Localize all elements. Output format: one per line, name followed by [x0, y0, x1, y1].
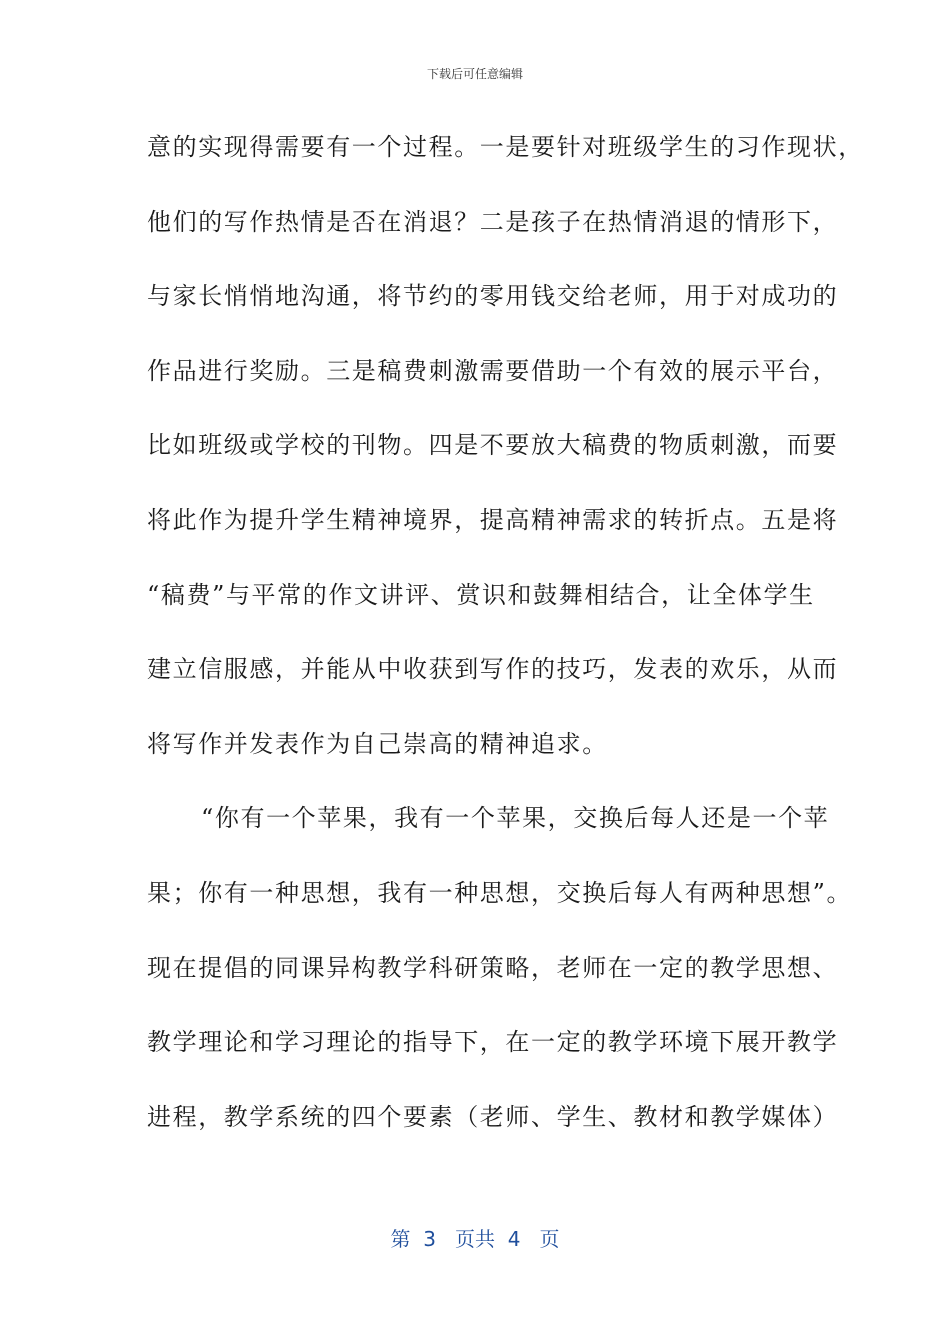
text-line: 意的实现得需要有一个过程。一是要针对班级学生的习作现状， [147, 133, 864, 161]
text-line: 进程，教学系统的四个要素（老师、学生、教材和教学媒体） [147, 1102, 839, 1131]
document-body [147, 125, 864, 1169]
text-line: 比如班级或学校的刊物。四是不要放大稿费的物质刺激，而要 [147, 431, 839, 460]
text-line: 果；你有一种思想，我有一种思想，交换后每人有两种思想”。 [147, 878, 853, 907]
page-header: 下载后可任意编辑 [426, 67, 523, 81]
page-number-footer: 第 3 页共 4 页 [390, 1227, 560, 1251]
text-line: 将此作为提升学生精神境界，提高精神需求的转折点。五是将 [147, 505, 839, 534]
text-line: 他们的写作热情是否在消退？二是孩子在热情消退的情形下， [147, 207, 839, 236]
paragraph-start-line: “你有一个苹果，我有一个苹果，交换后每人还是一个苹 [201, 804, 830, 833]
text-line: 与家长悄悄地沟通，将节约的零用钱交给老师，用于对成功的 [147, 282, 839, 311]
text-line: 将写作并发表作为自己崇高的精神追求。 [147, 729, 608, 758]
text-line: 作品进行奖励。三是稿费刺激需要借助一个有效的展示平台， [147, 356, 839, 385]
text-line: 现在提倡的同课异构教学科研策略，老师在一定的教学思想、 [147, 953, 839, 982]
text-line: 建立信服感，并能从中收获到写作的技巧，发表的欢乐，从而 [147, 655, 839, 684]
text-line: “稿费”与平常的作文讲评、赏识和鼓舞相结合，让全体学生 [147, 580, 815, 609]
text-line: 教学理论和学习理论的指导下，在一定的教学环境下展开教学 [147, 1028, 839, 1057]
